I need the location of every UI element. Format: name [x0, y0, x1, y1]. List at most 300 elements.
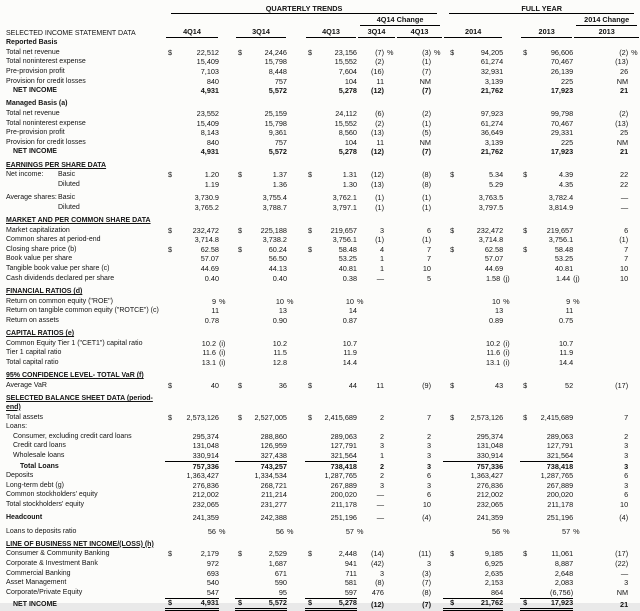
- value-cell: [165, 432, 177, 442]
- value-cell: [177, 38, 219, 48]
- row-label: Return on tangible common equity ("ROTCE") (c): [6, 307, 159, 315]
- value-cell: [628, 58, 640, 68]
- value-cell: [431, 157, 443, 170]
- value-cell: 232,472: [192, 225, 219, 235]
- value-cell: [503, 451, 520, 461]
- value-cell: 9,185: [484, 549, 504, 559]
- value-cell: [305, 451, 317, 461]
- value-cell: [165, 235, 177, 245]
- value-cell: [462, 157, 503, 170]
- row-label: Pre-provision profit: [6, 129, 65, 137]
- value-cell: [628, 471, 640, 481]
- value-cell: [317, 422, 357, 432]
- value-cell: [628, 391, 640, 413]
- value-cell: $: [168, 412, 173, 422]
- value-cell: 3,756.1: [332, 235, 357, 245]
- value-cell: [503, 77, 520, 87]
- row-label: Cash dividends declared per share: [6, 274, 115, 282]
- value-cell: [384, 148, 396, 158]
- value-cell: 2: [379, 471, 384, 481]
- value-cell: [503, 245, 520, 255]
- value-cell: 251,196: [330, 513, 357, 523]
- table-row: [0, 58, 640, 68]
- value-cell: [396, 297, 431, 307]
- value-cell: [384, 109, 396, 119]
- value-cell: 14: [348, 306, 357, 316]
- value-cell: 44: [348, 380, 357, 390]
- value-cell: [235, 348, 247, 358]
- value-cell: [177, 213, 219, 226]
- value-cell: [443, 326, 462, 339]
- value-cell: $: [450, 225, 455, 235]
- footnote-marker: (i): [219, 357, 226, 367]
- table-row: [0, 226, 640, 236]
- value-cell: [431, 432, 443, 442]
- value-cell: (2): [422, 109, 431, 119]
- value-cell: 11,061: [551, 549, 574, 559]
- value-cell: [287, 578, 305, 588]
- col-header-4q14: 4Q14: [165, 27, 219, 39]
- value-cell: NM: [419, 76, 431, 86]
- value-cell: [520, 148, 532, 158]
- value-cell: [520, 569, 532, 579]
- value-cell: [431, 148, 443, 158]
- value-cell: [628, 491, 640, 501]
- value-cell: 44.69: [484, 264, 504, 274]
- value-cell: [219, 171, 235, 181]
- value-cell: [305, 391, 317, 413]
- value-cell: [357, 283, 384, 296]
- value-cell: 127,791: [330, 441, 357, 451]
- value-cell: [431, 316, 443, 326]
- value-cell: (1): [422, 202, 431, 212]
- row-label: Total capital ratio: [6, 358, 59, 366]
- value-cell: [357, 157, 384, 170]
- value-cell: [443, 264, 462, 274]
- row-label: Credit card loans: [13, 442, 66, 450]
- value-cell: 70,467: [550, 118, 574, 128]
- value-cell: [520, 491, 532, 501]
- value-cell: 0.90: [272, 315, 287, 325]
- value-cell: [384, 413, 396, 423]
- value-cell: [235, 148, 247, 158]
- value-cell: [305, 461, 317, 471]
- value-cell: [443, 588, 462, 598]
- footnote-marker: %: [287, 296, 294, 306]
- row-sublabel: Diluted: [58, 203, 80, 211]
- value-cell: [317, 391, 357, 413]
- row-label: Average shares: Basic: [6, 194, 76, 202]
- table-row: [0, 422, 640, 432]
- row-label: MARKET AND PER COMMON SHARE DATA: [6, 217, 151, 225]
- value-cell: [503, 109, 520, 119]
- value-cell: [532, 283, 573, 296]
- value-cell: [443, 451, 462, 461]
- table-row: [0, 171, 640, 181]
- row-label: Pre-provision profit: [6, 67, 65, 75]
- value-cell: [287, 96, 305, 109]
- value-cell: [384, 245, 396, 255]
- value-cell: [443, 348, 462, 358]
- value-cell: [357, 306, 384, 316]
- row-sublabel: Basic: [58, 171, 76, 179]
- value-cell: [247, 326, 287, 339]
- value-cell: [235, 432, 247, 442]
- value-cell: 3,788.7: [262, 202, 287, 212]
- value-cell: [443, 67, 462, 77]
- value-cell: 5: [426, 273, 431, 283]
- value-cell: 43: [495, 380, 504, 390]
- value-cell: 2: [624, 431, 629, 441]
- value-cell: [219, 569, 235, 579]
- col-header-2013: 2013: [520, 27, 573, 39]
- value-cell: [628, 264, 640, 274]
- value-cell: 62.58: [200, 244, 219, 254]
- value-cell: 330,914: [177, 451, 219, 461]
- value-cell: 540: [206, 578, 219, 588]
- value-cell: [357, 316, 384, 326]
- value-cell: [532, 422, 573, 432]
- header-row-change: [0, 15, 640, 27]
- value-cell: 5,278: [338, 147, 357, 157]
- value-cell: —: [376, 499, 384, 509]
- value-cell: 15,798: [264, 57, 287, 67]
- row-label: 95% CONFIDENCE LEVEL- TOTAL VaR (f): [6, 372, 144, 380]
- value-cell: [287, 471, 305, 481]
- value-cell: [503, 442, 520, 452]
- value-cell: [165, 67, 177, 77]
- value-cell: [396, 38, 431, 48]
- value-cell: [305, 481, 317, 491]
- value-cell: [165, 481, 177, 491]
- value-cell: 17,923: [550, 86, 574, 96]
- value-cell: $: [450, 244, 455, 254]
- value-cell: [503, 491, 520, 501]
- value-cell: [628, 339, 640, 349]
- value-cell: $: [238, 412, 243, 422]
- value-cell: [443, 569, 462, 579]
- value-cell: [443, 138, 462, 148]
- value-cell: [287, 358, 305, 368]
- value-cell: 11: [376, 76, 384, 86]
- value-cell: [396, 358, 431, 368]
- value-cell: [431, 128, 443, 138]
- value-cell: [520, 255, 532, 265]
- table-row: [0, 381, 640, 391]
- value-cell: [235, 38, 247, 48]
- value-cell: 131,048: [192, 441, 219, 451]
- value-cell: 219,657: [330, 225, 357, 235]
- value-cell: 219,657: [546, 225, 574, 235]
- value-cell: [165, 358, 177, 368]
- value-cell: [628, 86, 640, 96]
- value-cell: [431, 203, 443, 213]
- value-cell: [357, 96, 384, 109]
- value-cell: 242,388: [260, 513, 287, 523]
- value-cell: [384, 598, 396, 610]
- value-cell: [247, 38, 287, 48]
- value-cell: (3): [422, 568, 431, 578]
- value-cell: 289,063: [546, 431, 574, 441]
- value-cell: 94,205: [480, 47, 504, 57]
- value-cell: $: [308, 380, 313, 390]
- value-cell: 22: [620, 179, 629, 189]
- value-cell: 200,020: [546, 490, 574, 500]
- value-cell: 7: [624, 254, 629, 264]
- value-cell: [503, 148, 520, 158]
- value-cell: [165, 58, 177, 68]
- value-cell: [503, 157, 520, 170]
- value-cell: 693: [206, 568, 219, 578]
- value-cell: [520, 96, 532, 109]
- value-cell: [235, 157, 247, 170]
- value-cell: [235, 297, 247, 307]
- value-cell: [165, 559, 177, 569]
- value-cell: (22): [615, 559, 629, 569]
- row-label: Average VaR: [6, 381, 47, 389]
- value-cell: 1,287,765: [324, 471, 357, 481]
- table-row: [0, 578, 640, 588]
- value-cell: [443, 442, 462, 452]
- value-cell: [443, 358, 462, 368]
- row-label: NET INCOME: [13, 148, 57, 156]
- value-cell: (7): [422, 66, 431, 76]
- value-cell: [384, 77, 396, 87]
- table-row: [0, 432, 640, 442]
- value-cell: 0.40: [204, 273, 219, 283]
- value-cell: (13): [371, 179, 384, 189]
- value-cell: [503, 306, 520, 316]
- value-cell: 2,527,005: [254, 412, 287, 422]
- value-cell: 3: [624, 451, 629, 461]
- value-cell: [219, 77, 235, 87]
- value-cell: [384, 297, 396, 307]
- value-cell: 295,374: [476, 431, 504, 441]
- value-cell: 26,139: [550, 66, 574, 76]
- value-cell: [443, 86, 462, 96]
- value-cell: 1: [379, 254, 384, 264]
- value-cell: [503, 96, 520, 109]
- table-row: [0, 550, 640, 560]
- value-cell: [520, 578, 532, 588]
- value-cell: [443, 38, 462, 48]
- value-cell: [628, 274, 640, 284]
- value-cell: [503, 180, 520, 190]
- value-cell: [628, 38, 640, 48]
- value-cell: [628, 500, 640, 510]
- row-label: Return on common equity ("ROE"): [6, 297, 113, 305]
- value-cell: 3: [379, 225, 384, 235]
- value-cell: [287, 559, 305, 569]
- value-cell: 2,179: [200, 549, 219, 559]
- value-cell: [431, 171, 443, 181]
- value-cell: [165, 536, 177, 549]
- value-cell: [287, 203, 305, 213]
- value-cell: 126,959: [260, 441, 287, 451]
- value-cell: [219, 148, 235, 158]
- value-cell: 24,246: [264, 47, 287, 57]
- value-cell: [443, 422, 462, 432]
- value-cell: 1.31: [342, 170, 357, 180]
- value-cell: [503, 471, 520, 481]
- value-cell: [443, 491, 462, 501]
- value-cell: [503, 550, 520, 560]
- value-cell: [235, 339, 247, 349]
- value-cell: [431, 358, 443, 368]
- value-cell: 9,361: [268, 128, 287, 138]
- value-cell: [165, 339, 177, 349]
- value-cell: [235, 96, 247, 109]
- value-cell: [165, 523, 177, 536]
- value-cell: 211,178: [547, 499, 574, 509]
- value-cell: [573, 348, 628, 358]
- value-cell: [287, 255, 305, 265]
- value-cell: 225: [560, 137, 574, 147]
- value-cell: (2): [619, 47, 629, 57]
- section-header-row: [0, 536, 640, 549]
- value-cell: [235, 77, 247, 87]
- value-cell: 29,331: [550, 128, 574, 138]
- value-cell: [384, 306, 396, 316]
- value-cell: [219, 432, 235, 442]
- value-cell: [431, 413, 443, 423]
- value-cell: [305, 157, 317, 170]
- value-cell: [165, 190, 177, 203]
- value-cell: [396, 391, 431, 413]
- value-cell: 13: [278, 306, 287, 316]
- value-cell: [287, 171, 305, 181]
- value-cell: 4,931: [177, 598, 219, 610]
- value-cell: 10.2 (i): [201, 338, 226, 348]
- value-cell: [431, 109, 443, 119]
- value-cell: 3: [379, 568, 384, 578]
- value-cell: [431, 559, 443, 569]
- value-cell: 15,798: [264, 118, 287, 128]
- value-cell: 99,798: [550, 109, 574, 119]
- value-cell: 3,714.8: [478, 235, 504, 245]
- value-cell: [628, 381, 640, 391]
- value-cell: (17): [615, 380, 629, 390]
- value-cell: [520, 500, 532, 510]
- value-cell: [573, 297, 628, 307]
- value-cell: 21: [620, 86, 629, 96]
- value-cell: 5,572: [247, 598, 287, 610]
- value-cell: 58.48: [338, 244, 357, 254]
- value-cell: 6: [426, 225, 431, 235]
- value-cell: [219, 157, 235, 170]
- value-cell: [628, 422, 640, 432]
- value-cell: [384, 588, 396, 598]
- value-cell: [384, 442, 396, 452]
- value-cell: [503, 569, 520, 579]
- value-cell: 26: [620, 66, 629, 76]
- value-cell: [305, 339, 317, 349]
- value-cell: [305, 38, 317, 48]
- value-cell: [520, 348, 532, 358]
- table-row: [0, 77, 640, 87]
- value-cell: [503, 203, 520, 213]
- value-cell: [628, 283, 640, 296]
- value-cell: 22,512: [196, 47, 219, 57]
- value-cell: [219, 203, 235, 213]
- value-cell: [219, 510, 235, 523]
- value-cell: [305, 96, 317, 109]
- table-row: [0, 235, 640, 245]
- value-cell: [431, 245, 443, 255]
- value-cell: [520, 58, 532, 68]
- value-cell: $: [523, 244, 528, 254]
- value-cell: (6): [375, 109, 384, 119]
- value-cell: [431, 381, 443, 391]
- value-cell: [628, 245, 640, 255]
- value-cell: 738,418: [330, 461, 357, 471]
- value-cell: 22: [620, 170, 629, 180]
- value-cell: 7: [624, 412, 629, 422]
- value-cell: [431, 58, 443, 68]
- value-cell: 10: [620, 499, 629, 509]
- value-cell: [443, 368, 462, 381]
- value-cell: [443, 500, 462, 510]
- value-cell: [520, 588, 532, 598]
- value-cell: [219, 451, 235, 461]
- value-cell: 321,564: [317, 451, 357, 461]
- value-cell: [443, 203, 462, 213]
- value-cell: $: [168, 170, 173, 180]
- value-cell: $: [523, 549, 528, 559]
- value-cell: [247, 391, 287, 413]
- value-cell: [235, 203, 247, 213]
- table-row: [0, 481, 640, 491]
- value-cell: [462, 536, 503, 549]
- footnote-marker: %: [357, 526, 364, 536]
- value-cell: [628, 148, 640, 158]
- value-cell: [287, 109, 305, 119]
- value-cell: [235, 578, 247, 588]
- value-cell: $: [308, 225, 313, 235]
- value-cell: 3: [426, 441, 431, 451]
- footnote-marker: %: [219, 296, 226, 306]
- footnote-marker: (i): [503, 348, 510, 358]
- value-cell: [219, 316, 235, 326]
- value-cell: [628, 306, 640, 316]
- value-cell: (4): [422, 513, 431, 523]
- value-cell: [287, 180, 305, 190]
- value-cell: [431, 119, 443, 129]
- value-cell: $: [238, 47, 243, 57]
- value-cell: 3: [426, 480, 431, 490]
- col-header-2014: 2014: [443, 27, 503, 39]
- value-cell: 1: [379, 451, 384, 461]
- value-cell: 21,762: [462, 598, 503, 610]
- table-row: [0, 306, 640, 316]
- value-cell: [520, 316, 532, 326]
- value-cell: [520, 38, 532, 48]
- value-cell: [219, 422, 235, 432]
- value-cell: [431, 550, 443, 560]
- value-cell: [573, 38, 628, 48]
- header-row-columns: [0, 27, 640, 39]
- value-cell: [520, 180, 532, 190]
- value-cell: 97,923: [480, 109, 504, 119]
- value-cell: [235, 481, 247, 491]
- value-cell: [520, 306, 532, 316]
- value-cell: [357, 38, 384, 48]
- value-cell: [287, 381, 305, 391]
- value-cell: $: [450, 412, 455, 422]
- value-cell: [165, 213, 177, 226]
- value-cell: 3: [379, 441, 384, 451]
- value-cell: [520, 368, 532, 381]
